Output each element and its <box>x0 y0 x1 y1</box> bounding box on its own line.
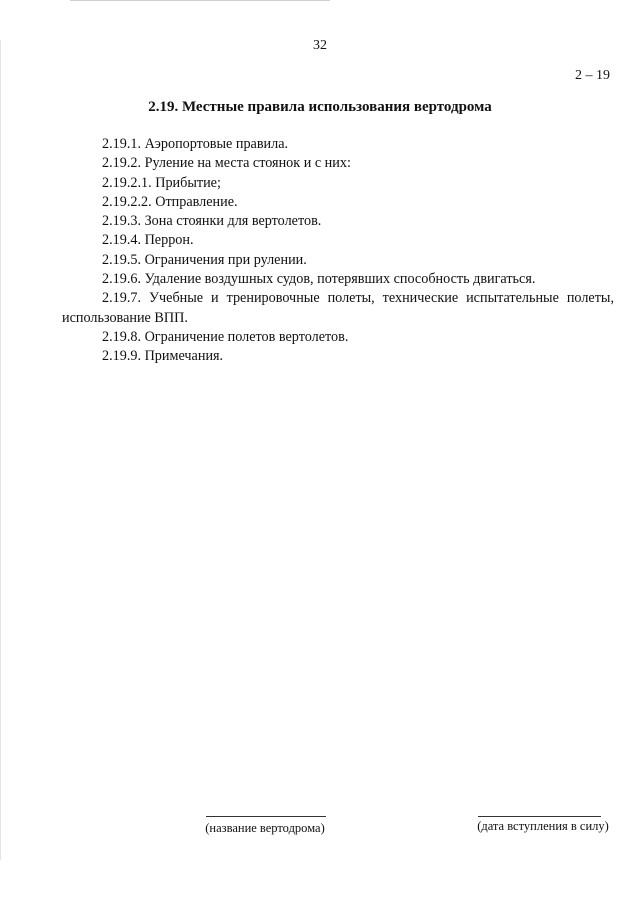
scan-edge <box>70 0 330 1</box>
list-item: 2.19.6. Удаление воздушных судов, потерявших способность двигаться. <box>102 271 536 288</box>
heliport-name-caption: (название вертодрома) <box>205 821 325 835</box>
section-title: 2.19. Местные правила использования вертодрома <box>148 99 492 115</box>
heliport-name-line <box>206 816 326 817</box>
list-item: 2.19.8. Ограничение полетов вертолетов. <box>102 328 349 345</box>
list-item: 2.19.2.1. Прибытие; <box>102 174 221 191</box>
list-item: 2.19.9. Примечания. <box>102 348 224 365</box>
effective-date-line <box>478 816 601 817</box>
list-item: 2.19.5. Ограничения при рулении. <box>102 251 307 268</box>
list-item: 2.19.3. Зона стоянки для вертолетов. <box>102 213 322 230</box>
scan-edge <box>0 40 1 860</box>
list-item: 2.19.4. Перрон. <box>102 232 194 249</box>
effective-date-caption: (дата вступления в силу) <box>477 819 609 833</box>
list-item: 2.19.7. Учебные и тренировочные полеты, технические испытательные полеты, использование ВПП. <box>62 290 614 326</box>
list-item: 2.19.2. Руление на места стоянок и с них: <box>102 155 351 172</box>
section-contents-list <box>62 135 614 367</box>
list-item: 2.19.2.2. Отправление. <box>102 193 238 210</box>
page-code: 2 – 19 <box>575 68 610 83</box>
list-item: 2.19.1. Аэропортовые правила. <box>102 136 289 152</box>
page-number: 32 <box>313 38 327 53</box>
